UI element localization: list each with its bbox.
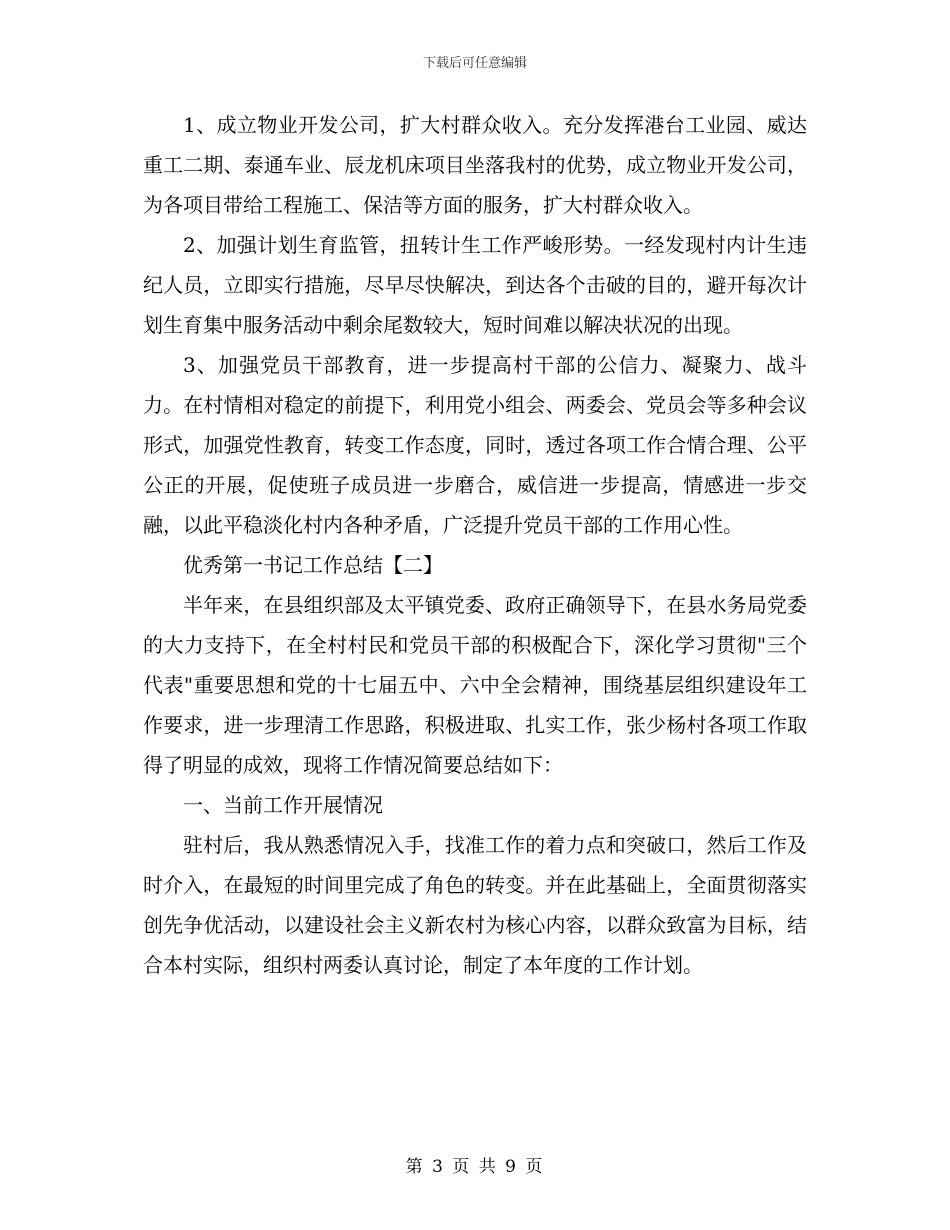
paragraph-2: 2、加强计划生育监管，扭转计生工作严峻形势。一经发现村内计生违纪人员，立即实行措施，尽早尽快解决，到达各个击破的目的，避开每次计划生育集中服务活动中剩余尾数较大，短时间难以解决状况的出现。 bbox=[143, 233, 807, 337]
paragraph-3: 3、加强党员干部教育，进一步提高村干部的公信力、凝聚力、战斗力。在村情相对稳定的前提下，利用党小组会、两委会、党员会等多种会议形式，加强党性教育，转变工作态度，同时，透过各项工作合情合理、公平公正的开展，促使班子成员进一步磨合，威信进一步提高，情感进一步交融，以此平稳淡化村内各种矛盾，广泛提升党员干部的工作用心性。 bbox=[143, 353, 807, 537]
paragraph-1: 1、成立物业开发公司，扩大村群众收入。充分发挥港台工业园、威达重工二期、泰通车业、辰龙机床项目坐落我村的优势，成立物业开发公司，为各项目带给工程施工、保洁等方面的服务，扩大村群众收入。 bbox=[143, 113, 807, 217]
page-header: 下载后可任意编辑 bbox=[422, 56, 527, 71]
paragraph-5: 驻村后，我从熟悉情况入手，找准工作的着力点和突破口，然后工作及时介入，在最短的时间里完成了角色的转变。并在此基础上，全面贯彻落实创先争优活动，以建设社会主义新农村为核心内容，以群众致富为目标，结合本村实际，组织村两委认真讨论，制定了本年度的工作计划。 bbox=[143, 833, 807, 977]
subsection-heading: 一、当前工作开展情况 bbox=[183, 793, 383, 817]
paragraph-4: 半年来，在县组织部及太平镇党委、政府正确领导下，在县水务局党委的大力支持下，在全村村民和党员干部的积极配合下，深化学习贯彻"三个代表"重要思想和党的十七届五中、六中全会精神，围绕基层组织建设年工作要求，进一步理清工作思路，积极进取、扎实工作，张少杨村各项工作取得了明显的成效，现将工作情况简要总结如下： bbox=[143, 593, 807, 777]
section-title: 优秀第一书记工作总结【二】 bbox=[183, 553, 443, 577]
document-body bbox=[143, 105, 807, 985]
page-footer: 第 3 页 共 9 页 bbox=[405, 1157, 545, 1177]
